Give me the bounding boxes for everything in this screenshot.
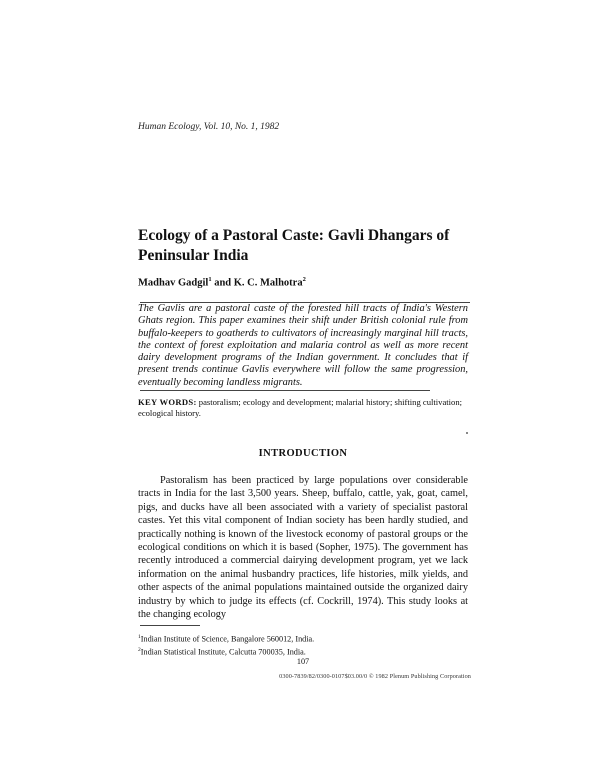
author-line [138, 276, 306, 289]
footnote [138, 632, 468, 645]
scan-speck [466, 432, 468, 434]
body-paragraph: Pastoralism has been practiced by large populations over considerable tracts in India for the last 3,500 years. Sheep, buffalo, cattle, yak, goat, camel, pigs, and ducks have all been associated with a variety of specialist pastoral castes. Yet this vital component of Indian society has been hardly studied, and practically nothing is known of the livestock economy of pastoral groups or the ecological conditions on which it is based (Sopher, 1975). The government has recently introduced a commercial dairying development program, yet we lack information on the animal husbandry practices, life histories, milk yields, and other aspects of the animal populations maintained outside the organized dairy industry by which to judge its effects (cf. Cockrill, 1974). This study looks at the changing ecology [138, 475, 468, 621]
key-words-label: KEY WORDS: [138, 397, 197, 407]
footnotes [138, 632, 468, 657]
author-separator: and [211, 277, 234, 289]
footnote-marker: 1 [138, 634, 141, 640]
abstract-bottom-rule [140, 390, 430, 391]
author-name: K. C. Malhotra [233, 277, 303, 289]
journal-citation: Human Ecology, Vol. 10, No. 1, 1982 [138, 122, 280, 132]
footnote-marker: 2 [302, 276, 306, 283]
footnote-rule [140, 625, 200, 626]
footnote-text: Indian Institute of Science, Bangalore 560012, India. [140, 634, 315, 644]
author-name: Madhav Gadgil [138, 277, 209, 289]
key-words [138, 397, 468, 419]
body-text [138, 474, 468, 621]
page-number: 107 [296, 657, 310, 666]
article-title: Ecology of a Pastoral Caste: Gavli Dhangars of Peninsular India [138, 227, 450, 264]
copyright-line: 0300-7839/82/0300-0107$03.00/0 © 1982 Plenum Publishing Corporation [279, 673, 471, 680]
abstract-text: The Gavlis are a pastoral caste of the forested hill tracts of India's Western Ghats region. This paper examines their shift under British colonial rule from buffalo-keepers to goatherds to cultivators of increasingly marginal hill tracts, the context of forest exploitation and malaria control as well as more recent dairy development programs of the Indian government. It concludes that if present trends continue Gavlis everywhere will follow the same progression, eventually becoming landless migrants. [138, 303, 468, 388]
footnote-text: Indian Statistical Institute, Calcutta 700035, India. [140, 647, 306, 657]
footnote-marker: 1 [208, 276, 212, 283]
footnote [138, 645, 468, 658]
key-words-text: pastoralism; ecology and development; malarial history; shifting cultivation; ecological history. [138, 397, 463, 418]
footnote-marker: 2 [138, 646, 141, 653]
section-heading: INTRODUCTION [258, 448, 348, 459]
